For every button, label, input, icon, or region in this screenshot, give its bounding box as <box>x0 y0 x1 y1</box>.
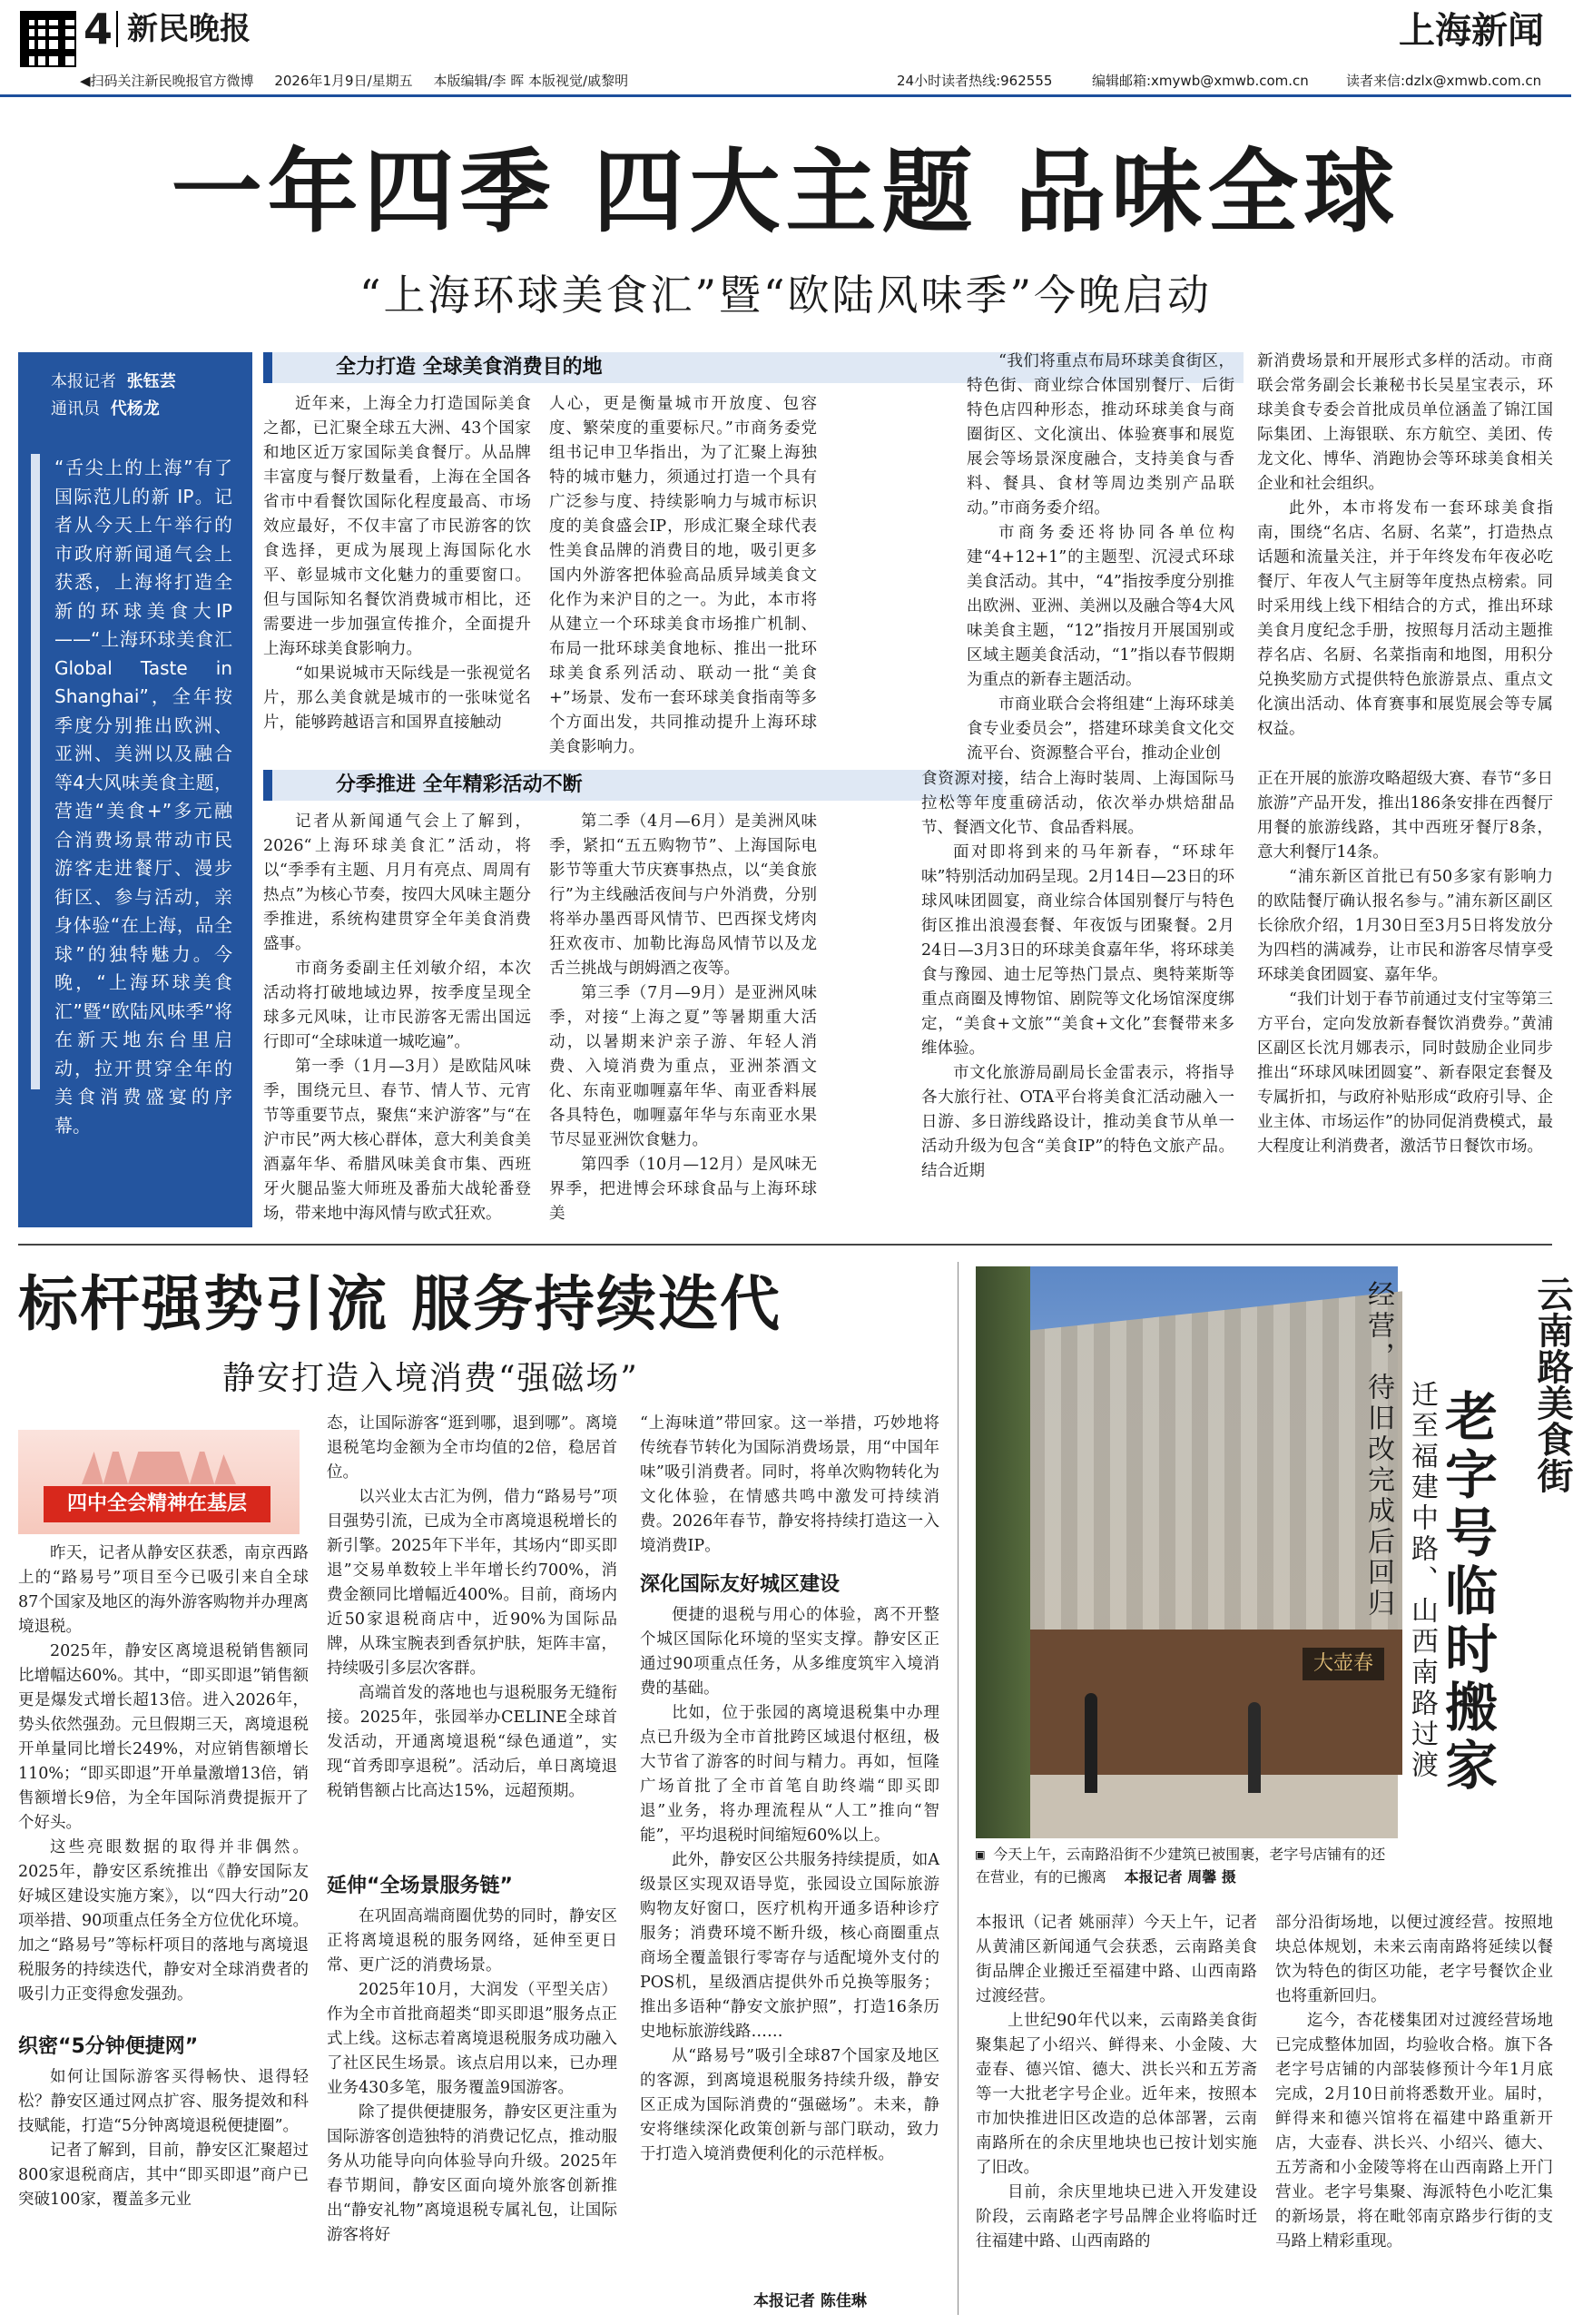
paragraph: 比如，位于张园的离境退税集中办理点已升级为全市首批跨区域退付枢纽，极大节省了游客的时间与精力。再如，恒隆广场首批了全市首笔自助终端“即买即退”业务，将办理流程从“人工”推向“智能”，平均退税时间缩短60%以上。 <box>640 1704 939 1845</box>
paragraph: 这些亮眼数据的取得并非偶然。2025年，静安区系统推出《静安国际友好城区建设实施方案》，以“四大行动”20项举措、90项重点任务全方位优化环境。加之“路易号”等标杆项目的落地与离境退税服务的持续迭代，静安对全球消费者的吸引力正变得愈发强劲。 <box>18 1838 309 2004</box>
pedestrian <box>1248 1702 1261 1793</box>
paragraph: 部分沿街场地，以便过渡经营。按照地块总体规划，未来云南南路将延续以餐饮为特色的街区功能，老字号餐饮企业也将重新回归。 <box>1275 1914 1553 2005</box>
subhead-friendly-city: 深化国际友好城区建设 <box>640 1573 841 1596</box>
s1-column-4 <box>1257 350 1553 742</box>
paragraph: 近年来，上海全力打造国际美食之都，已汇聚全球五大洲、43个国家和地区近万家国际美食餐厅。从品牌丰富度与餐厅数量看，上海在全国各省市中看餐饮国际化程度最高、市场效应最好，不仅丰富了市民游客的饮食选择，更成为展现上海国际化水平、彰显城市文化魅力的重要窗口。但与国际知名餐饮消费城市相比，还需要进一步加强宣传推介，全面提升上海环球美食影响力。 <box>263 395 531 658</box>
photo-caption <box>976 1843 1398 1888</box>
section2-header <box>263 770 1003 801</box>
hotline: 24小时读者热线:962555 <box>897 73 1053 89</box>
story1-lead: “舌尖上的上海”有了国际范儿的新 IP。记者从今天上午举行的市政府新闻通气会上获悉，上海将打造全新的环球美食大IP——“上海环球美食汇 Global Taste in Shanghai”，全年按季度分别推出欧洲、亚洲、美洲以及融合等4大风味美食主题，营造“美食+”多元融合消费场景带动市民游客走进餐厅、漫步街区、参与活动，亲身体验“在上海，品全球”的独特魅力。今晚，“上海环球美食汇”暨“欧陆风味季”将在新天地东台里启动，拉开贯穿全年的美食消费盛宴的序幕。 <box>54 457 232 1137</box>
column-divider <box>958 1262 959 2315</box>
story2-byline: 本报记者 陈佳琳 <box>753 2292 867 2310</box>
theme-badge <box>18 1430 300 1534</box>
s2-column-4 <box>1257 767 1553 1227</box>
s2-column-2 <box>549 810 817 1227</box>
page-number: 4 <box>84 5 113 54</box>
caption-text: ▣ 今天上午，云南路沿街不少建筑已被围裹，老字号店铺有的还在营业，有的已搬离 <box>976 1846 1386 1886</box>
letters-email: 读者来信:dzlx@xmwb.com.cn <box>1346 73 1542 89</box>
paragraph: 2025年10月，大润发（平型关店）作为全市首批商超类“即买即退”服务点正式上线。这标志着离境退税服务成功融入了社区民生场景。该点启用以来，已办理业务430多笔，服务覆盖9国游客。 <box>327 1981 617 2097</box>
paragraph: 第二季（4月—6月）是美洲风味季，紧扣“五五购物节”、上海国际电影节等重大节庆赛事热点，以“美食旅行”为主线融活夜间与户外消费，分别将举办墨西哥风情节、巴西探戈烤肉狂欢夜市、加勒比海岛风情节以及龙舌兰挑战与朗姆酒之夜等。 <box>549 812 817 978</box>
reporter-name: 张钰芸 <box>126 372 176 391</box>
paragraph: 从“路易号”吸引全球87个国家及地区的客源，到离境退税服务持续升级，静安区正成为国际消费的“强磁场”。未来，静安将继续深化政策创新与部门联动，致力于打造入境消费便利化的示范样板。 <box>640 2047 939 2163</box>
paragraph: “我们计划于春节前通过支付宝等第三方平台，定向发放新春餐饮消费券。”黄浦区副区长沈月娜表示，同时鼓励企业同步推出“环球风味团圆宴”、新春限定套餐及专属折扣，与政府补贴形成“政府引导、企业主体、市场运作”的协同促消费模式，最大程度让利消费者，激活节日餐饮市场。 <box>1257 990 1553 1156</box>
paragraph: 高端首发的落地也与退税服务无缝衔接。2025年，张园举办CELINE全球首发活动，开通离境退税“绿色通道”，实现“首秀即享退税”。活动后，单日离境退税销售额占比高达15%，远超预期。 <box>327 1684 617 1800</box>
shop-sign: 大壶春 <box>1303 1648 1384 1680</box>
story3-column-1 <box>976 1911 1257 2319</box>
section1-title: 全力打造 全球美食消费目的地 <box>336 356 603 379</box>
wrapped-building <box>1012 1291 1402 1677</box>
paper-name: 新民晚报 <box>127 11 251 47</box>
lead-accent-bar <box>31 454 40 1089</box>
story2-headline: 标杆强势引流 服务持续迭代 <box>18 1269 782 1339</box>
paragraph: 面对即将到来的马年新春，“环球年味”特别活动加码呈现。2月14日—23日的环球风味团圆宴，商业综合体国别餐厅与特色街区推出浪漫套餐、年夜饭与团聚餐。2月24日—3月3日的环球美食嘉年华，将环球美食与豫园、迪士尼等热门景点、奥特莱斯等重点商圈及博物馆、剧院等文化场馆深度绑定，“美食+文旅”“美食+文化”套餐带来多维体验。 <box>921 843 1234 1058</box>
paragraph: “上海味道”带回家。这一举措，巧妙地将传统春节转化为国际消费场景，用“中国年味”吸引消费者。同时，将单次购物转化为文化体验，在情感共鸣中激发可持续消费。2026年春节，静安将持续打造这一入境消费IP。 <box>640 1414 939 1555</box>
badge-label: 四中全会精神在基层 <box>44 1486 270 1522</box>
paragraph: 本报讯（记者 姚丽萍）今天上午，记者从黄浦区新闻通气会获悉，云南路美食街品牌企业搬迁至福建中路、山西南路过渡经营。 <box>976 1914 1257 2005</box>
paragraph: 记者了解到，目前，静安区汇聚超过800家退税商店，其中“即买即退”商户已突破100家，覆盖多元业 <box>18 2142 309 2209</box>
s2-column-3 <box>921 767 1234 1227</box>
paragraph: 第三季（7月—9月）是亚洲风味季，对接“上海之夏”等暑期重大活动，以暑期来沪亲子游、年轻人消费、入境消费为重点，亚洲茶酒文化、东南亚咖喱嘉年华、南亚香料展各具特色，咖喱嘉年华与东南亚水果节尽显亚洲饮食魅力。 <box>549 984 817 1149</box>
story2-subhead: 静安打造入境消费“强磁场” <box>222 1360 639 1397</box>
paragraph: 人心，更是衡量城市开放度、包容度、繁荣度的重要标尺。”市商务委党组书记申卫华指出，为了汇聚上海独特的城市魅力，须通过打造一个具有广泛参与度、持续影响力与城市标识度的美食盛会IP，形成汇聚全球代表性美食品牌的消费目的地，吸引更多国内外游客把体验高品质异域美食文化作为来沪目的之一。为此，本市将从建立一个环球美食市场推广机制、布局一批环球美食地标、推出一批环球美食系列活动、联动一批“美食+”场景、发布一套环球美食指南等多个方面出发，共同推动提升上海环球美食影响力。 <box>549 395 817 756</box>
story3-kicker: 云南路美食街 <box>1531 1275 1573 1493</box>
paragraph: 态，让国际游客“逛到哪，退到哪”。离境退税笔均金额为全市均值的2倍，稳居首位。 <box>327 1414 617 1482</box>
paragraph: 如何让国际游客买得畅快、退得轻松？静安区通过网点扩容、服务提效和科技赋能，打造“5分钟离境退税便捷圈”。 <box>18 2068 309 2135</box>
paragraph: 以兴业太古汇为例，借力“路易号”项目强势引流，已成为全市离境退税增长的新引擎。2025年下半年，其场内“即买即退”交易单数较上半年增长约700%，消费金额同比增幅近400%。目前，商场内近50家退税商店中，近90%为国际品牌，从珠宝腕表到香氛护肤，矩阵丰富，持续吸引多层次客群。 <box>327 1488 617 1678</box>
qr-code <box>20 11 76 67</box>
tree-left <box>976 1266 1030 1838</box>
story2-column-1b <box>18 2029 309 2319</box>
skyline-graphic <box>82 1430 236 1484</box>
qr-caption: ◀扫码关注新民晚报官方微博 <box>80 73 254 89</box>
paragraph: 目前，余庆里地块已进入开发建设阶段，云南路老字号品牌企业将临时迁往福建中路、山西南路的 <box>976 2183 1257 2250</box>
paragraph: 市商务委副主任刘敏介绍，本次活动将打破地域边界，按季度呈现全球多元风味，让市民游客无需出国远行即可“全球味道一城吃遍”。 <box>263 960 531 1051</box>
subhead-service-chain: 延伸“全场景服务链” <box>327 1875 513 1897</box>
story3-subhead-2: 经营，待旧改完成后回归 <box>1362 1280 1394 1620</box>
sidewalk <box>976 1775 1398 1838</box>
paragraph: 除了提供便捷服务，静安区更注重为国际游客创造独特的消费记忆点，推动服务从功能导向向体验导向升级。2025年春节期间，静安区面向境外旅客创新推出“静安礼物”离境退税专属礼包，让国际游客将好 <box>327 2103 617 2244</box>
editor-email: 编辑邮箱:xmywb@xmwb.com.cn <box>1092 73 1309 89</box>
masthead-info-line <box>80 71 1550 91</box>
editors: 本版编辑/李 晖 本版视觉/戚黎明 <box>433 73 629 89</box>
s1-column-2 <box>549 392 817 756</box>
masthead-divider <box>116 11 118 47</box>
issue-date: 2026年1月9日/星期五 <box>274 73 413 89</box>
s2-column-1 <box>263 810 531 1227</box>
paragraph: 新消费场景和开展形式多样的活动。市商联会常务副会长兼秘书长吴星宝表示，环球美食专委会首批成员单位涵盖了锦江国际集团、上海银联、东方航空、美团、传龙文化、博华、消跑协会等环球美食相关企业和社会组织。 <box>1257 352 1553 493</box>
paragraph: 第一季（1月—3月）是欧陆风味季，围绕元旦、春节、情人节、元宵节等重要节点，聚焦“来沪游客”与“在沪市民”两大核心群体，意大利美食美酒嘉年华、希腊风味美食市集、西班牙火腿品鉴大师班及番茄大战轮番登场，带来地中海风情与欧式狂欢。 <box>263 1058 531 1223</box>
street-photo <box>976 1266 1398 1838</box>
paragraph: 上世纪90年代以来，云南路美食街聚集起了小绍兴、鲜得来、小金陵、大壶春、德兴馆、德大、洪长兴和五芳斋等一大批老字号企业。近年来，按照本市加快推进旧区改造的总体部署，云南南路所在的余庆里地块也已按计划实施了旧改。 <box>976 2012 1257 2177</box>
story-divider <box>18 1244 1552 1246</box>
paragraph: 记者从新闻通气会上了解到，2026“上海环球美食汇”活动，将以“季季有主题、月月有亮点、周周有热点”为核心节奏，按四大风味主题分季推进，系统构建贯穿全年美食消费盛事。 <box>263 812 531 953</box>
story2-column-3 <box>640 1412 939 1566</box>
paragraph: 此外，本市将发布一套环球美食指南，围绕“名店、名厨、名菜”，打造热点话题和流量关注，并于年终发布年夜必吃餐厅、年夜人气主厨等年度热点榜索。同时采用线上线下相结合的方式，推出环球美食月度纪念手册，按照每月活动主题推荐名店、名厨、名菜指南和地图，用积分兑换奖励方式提供特色旅游景点、重点文化演出活动、体育赛事和展览展会等专属权益。 <box>1257 499 1553 738</box>
paragraph: 昨天，记者从静安区获悉，南京西路上的“路易号”项目至今已吸引来自全球87个国家及地区的海外游客购物并办理离境退税。 <box>18 1544 309 1636</box>
paragraph: 市商业联合会将组建“上海环球美食专业委员会”，搭建环球美食文化交流平台、资源整合平台，推动企业创 <box>967 695 1234 763</box>
correspondent-label: 通讯员 <box>51 399 100 419</box>
paragraph: 便捷的退税与用心的体验，离不开整个城区国际化环境的坚实支撑。静安区正通过90项重点任务，从多维度筑牢入境消费的基础。 <box>640 1606 939 1698</box>
s1-column-3 <box>967 350 1234 763</box>
story1-lead-box <box>18 352 252 1227</box>
paragraph: “浦东新区首批已有50多家有影响力的欧陆餐厅确认报名参与。”浦东新区副区长徐欣介绍，1月30日至3月5日将发放分为四档的满减券，让市民和游客尽情享受环球美食团圆宴、嘉年华。 <box>1257 868 1553 984</box>
paragraph: “如果说城市天际线是一张视觉名片，那么美食就是城市的一张味觉名片，能够跨越语言和国界直接触动 <box>263 665 531 732</box>
subhead-5min: 织密“5分钟便捷网” <box>18 2035 199 2058</box>
story1-headline: 一年四季 四大主题 品味全球 <box>171 139 1401 245</box>
story2-column-2 <box>327 1412 617 1866</box>
story1-subhead: “上海环球美食汇”暨“欧陆风味季”今晚启动 <box>359 271 1213 320</box>
paragraph: 2025年，静安区离境退税销售额同比增幅达60%。其中，“即买即退”销售额更是爆发式增长超13倍。进入2026年，势头依然强劲。元旦假期三天，离境退税开单量同比增长249%，对应销售额增长110%；“即买即退”开单量激增13倍，销售额增长9倍，为全年国际消费提振开了个好头。 <box>18 1642 309 1832</box>
story2-column-3b <box>640 1567 939 2286</box>
story2-column-2b <box>327 1868 617 2319</box>
masthead-rule <box>0 94 1571 97</box>
story2-column-1 <box>18 1541 309 2027</box>
story3-headline: 老字号临时搬家 <box>1436 1389 1498 1796</box>
paragraph: 在巩固高端商圈优势的同时，静安区正将离境退税的服务网络，延伸至更日常、更广泛的消费场景。 <box>327 1907 617 1974</box>
story3-column-2 <box>1275 1911 1553 2319</box>
paragraph: 食资源对接，结合上海时装周、上海国际马拉松等年度重磅活动，依次举办烘焙甜品节、餐酒文化节、食品香料展。 <box>921 770 1234 837</box>
paragraph: “我们将重点布局环球美食街区，特色街、商业综合体国别餐厅、后街特色店四种形态，推动环球美食与商圈街区、文化演出、体验赛事和展览展会等场景深度融合，支持美食与香料、餐具、食材等周边类别产品联动。”市商务委介绍。 <box>967 352 1234 517</box>
paragraph: 此外，静安区公共服务持续提质，如A级景区实现双语导览，张园设立国际旅游购物友好窗口，医疗机构开通多语种诊疗服务；消费环境不断升级，核心商圈重点商场全覆盖银行零寄存与适配境外支付的POS机，星级酒店提供外币兑换等服务；推出多语种“静安文旅护照”，打造16条历史地标旅游线路…… <box>640 1851 939 2041</box>
section-title: 上海新闻 <box>1399 10 1544 52</box>
reporter-label: 本报记者 <box>51 372 116 391</box>
paragraph: 市商务委还将协同各单位构建“4+12+1”的主题型、沉浸式环球美食活动。其中，“4”指按季度分别推出欧洲、亚洲、美洲以及融合等4大风味美食主题，“12”指按月开展国别或区域主题美食活动，“1”指以春节假期为重点的新春主题活动。 <box>967 524 1234 689</box>
paragraph: 市文化旅游局副局长金雷表示，将指导各大旅行社、OTA平台将美食汇活动融入一日游、多日游线路设计，推动美食节从单一活动升级为包含“美食IP”的特色文旅产品。结合近期 <box>921 1064 1234 1180</box>
paragraph: 迄今，杏花楼集团对过渡经营场地已完成整体加固，均验收合格。旗下各老字号店铺的内部装修预计今年1月底完成，2月10日前将悉数开业。届时，鲜得来和德兴馆将在福建中路重新开店，大壶春、洪长兴、小绍兴、德大、五芳斋和小金陵等将在山西南路上开门营业。老字号集聚、海派特色小吃汇集的新场景，将在毗邻南京路步行街的支马路上精彩重现。 <box>1275 2012 1553 2250</box>
pedestrian <box>1085 1693 1097 1793</box>
photographer: 本报记者 周馨 摄 <box>1124 1868 1236 1886</box>
paragraph: 第四季（10月—12月）是风味无界季，把进博会环球食品与上海环球美 <box>549 1156 817 1223</box>
section2-title: 分季推进 全年精彩活动不断 <box>336 773 583 796</box>
story3-subhead-1: 迁至福建中路、山西南路过渡 <box>1406 1380 1438 1781</box>
s1-column-1 <box>263 392 531 742</box>
correspondent-name: 代杨龙 <box>110 399 160 419</box>
paragraph: 正在开展的旅游攻略超级大赛、春节“多日旅游”产品开发，推出186条安排在西餐厅用餐的旅游线路，其中西班牙餐厅8条，意大利餐厅14条。 <box>1257 770 1553 862</box>
